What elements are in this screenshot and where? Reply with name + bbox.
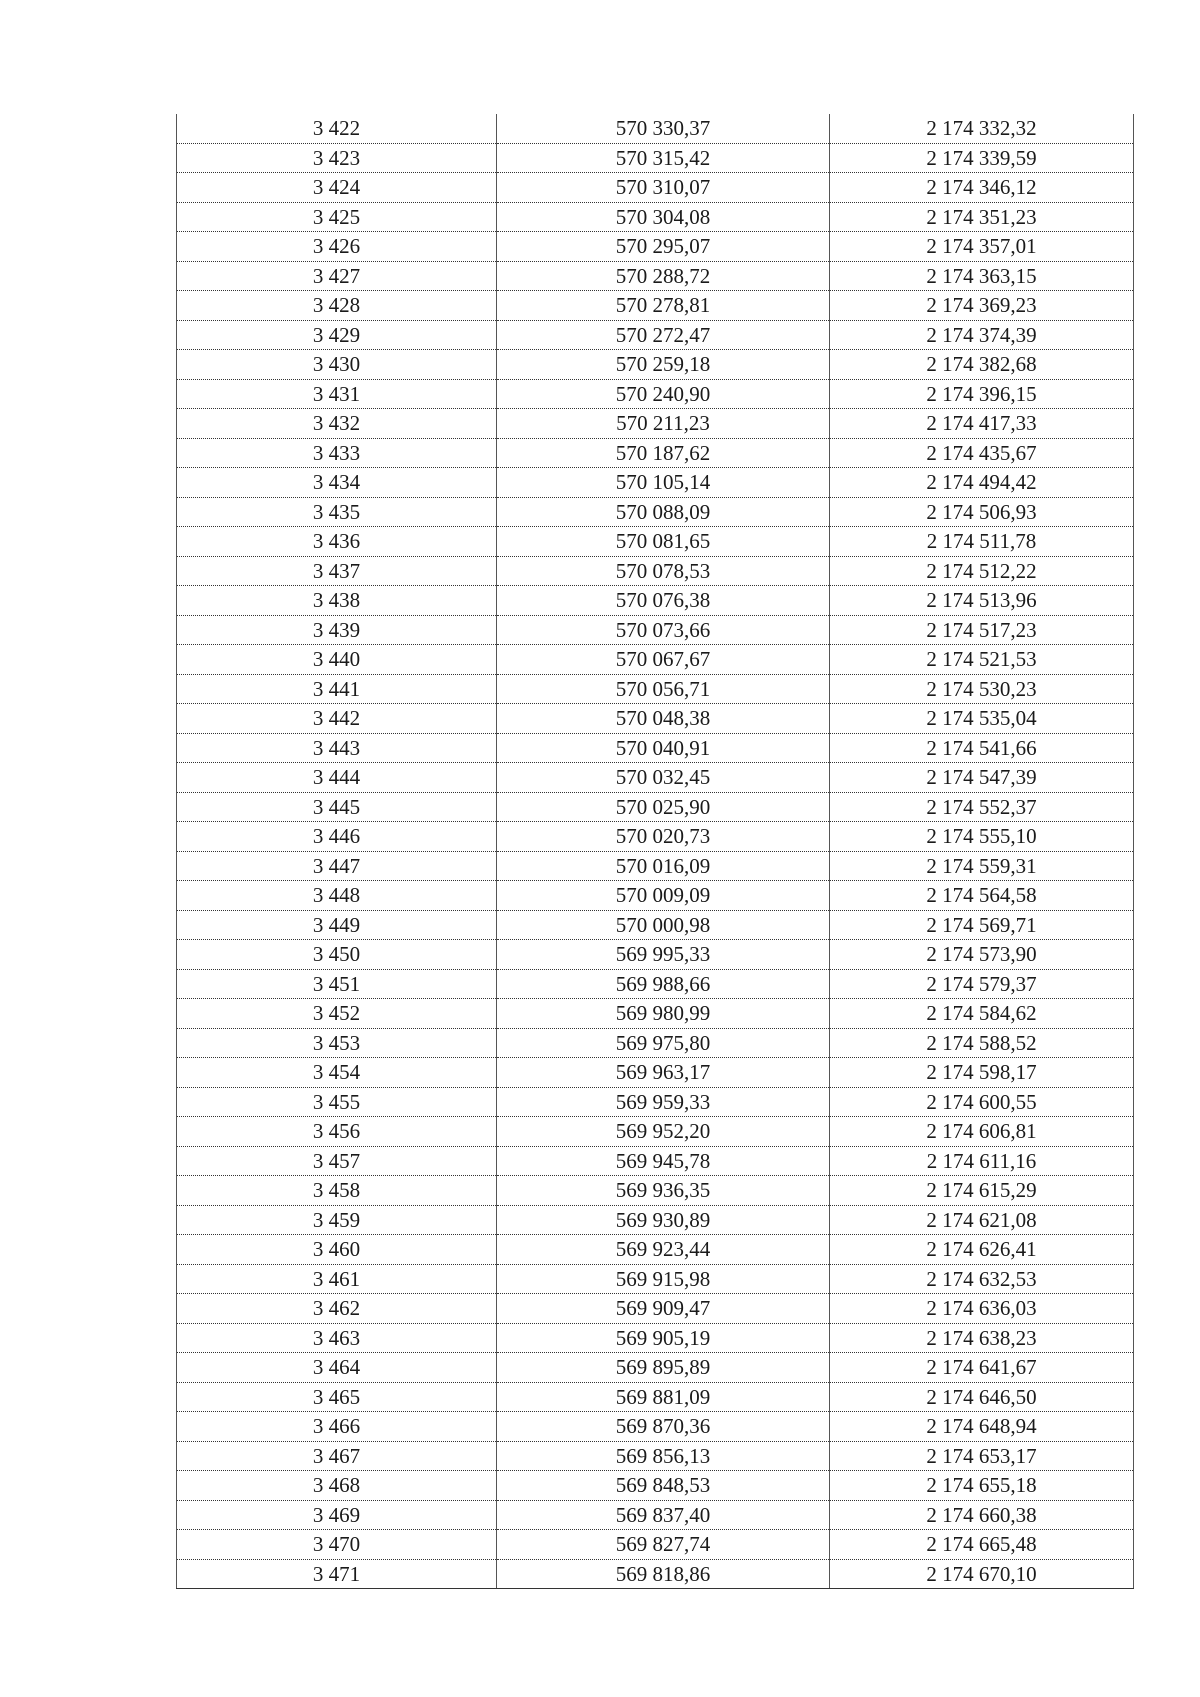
y-coordinate-cell: 2 174 615,29: [830, 1176, 1134, 1206]
point-number-cell: 3 455: [177, 1087, 497, 1117]
point-number-cell: 3 438: [177, 586, 497, 616]
table-row: [177, 1235, 1134, 1265]
table-row: [177, 1087, 1134, 1117]
x-coordinate-cell: 570 295,07: [497, 232, 830, 262]
table-row: [177, 1117, 1134, 1147]
point-number-cell: 3 433: [177, 438, 497, 468]
table-row: [177, 527, 1134, 557]
table-row: [177, 1176, 1134, 1206]
y-coordinate-cell: 2 174 435,67: [830, 438, 1134, 468]
table-row: [177, 792, 1134, 822]
y-coordinate-cell: 2 174 517,23: [830, 615, 1134, 645]
point-number-cell: 3 450: [177, 940, 497, 970]
x-coordinate-cell: 570 081,65: [497, 527, 830, 557]
table-row: [177, 556, 1134, 586]
table-row: [177, 1353, 1134, 1383]
y-coordinate-cell: 2 174 547,39: [830, 763, 1134, 793]
point-number-cell: 3 439: [177, 615, 497, 645]
x-coordinate-cell: 569 930,89: [497, 1205, 830, 1235]
table-row: [177, 438, 1134, 468]
y-coordinate-cell: 2 174 626,41: [830, 1235, 1134, 1265]
x-coordinate-cell: 570 040,91: [497, 733, 830, 763]
table-row: [177, 409, 1134, 439]
point-number-cell: 3 452: [177, 999, 497, 1029]
table-row: [177, 733, 1134, 763]
y-coordinate-cell: 2 174 564,58: [830, 881, 1134, 911]
table-row: [177, 468, 1134, 498]
point-number-cell: 3 431: [177, 379, 497, 409]
x-coordinate-cell: 570 310,07: [497, 173, 830, 203]
y-coordinate-cell: 2 174 588,52: [830, 1028, 1134, 1058]
y-coordinate-cell: 2 174 636,03: [830, 1294, 1134, 1324]
table-row: [177, 822, 1134, 852]
point-number-cell: 3 442: [177, 704, 497, 734]
point-number-cell: 3 445: [177, 792, 497, 822]
point-number-cell: 3 471: [177, 1559, 497, 1589]
x-coordinate-cell: 569 952,20: [497, 1117, 830, 1147]
y-coordinate-cell: 2 174 513,96: [830, 586, 1134, 616]
x-coordinate-cell: 569 848,53: [497, 1471, 830, 1501]
x-coordinate-cell: 570 016,09: [497, 851, 830, 881]
y-coordinate-cell: 2 174 541,66: [830, 733, 1134, 763]
y-coordinate-cell: 2 174 606,81: [830, 1117, 1134, 1147]
x-coordinate-cell: 570 048,38: [497, 704, 830, 734]
point-number-cell: 3 447: [177, 851, 497, 881]
table-row: [177, 1412, 1134, 1442]
point-number-cell: 3 427: [177, 261, 497, 291]
x-coordinate-cell: 569 975,80: [497, 1028, 830, 1058]
y-coordinate-cell: 2 174 660,38: [830, 1500, 1134, 1530]
y-coordinate-cell: 2 174 559,31: [830, 851, 1134, 881]
x-coordinate-cell: 569 827,74: [497, 1530, 830, 1560]
point-number-cell: 3 426: [177, 232, 497, 262]
y-coordinate-cell: 2 174 641,67: [830, 1353, 1134, 1383]
y-coordinate-cell: 2 174 670,10: [830, 1559, 1134, 1589]
table-row: [177, 851, 1134, 881]
table-row: [177, 291, 1134, 321]
point-number-cell: 3 434: [177, 468, 497, 498]
point-number-cell: 3 453: [177, 1028, 497, 1058]
y-coordinate-cell: 2 174 655,18: [830, 1471, 1134, 1501]
table-row: [177, 1382, 1134, 1412]
y-coordinate-cell: 2 174 646,50: [830, 1382, 1134, 1412]
x-coordinate-cell: 570 240,90: [497, 379, 830, 409]
y-coordinate-cell: 2 174 665,48: [830, 1530, 1134, 1560]
table-row: [177, 645, 1134, 675]
table-row: [177, 379, 1134, 409]
point-number-cell: 3 428: [177, 291, 497, 321]
x-coordinate-cell: 569 818,86: [497, 1559, 830, 1589]
table-row: [177, 674, 1134, 704]
point-number-cell: 3 440: [177, 645, 497, 675]
x-coordinate-cell: 569 881,09: [497, 1382, 830, 1412]
y-coordinate-cell: 2 174 621,08: [830, 1205, 1134, 1235]
table-row: [177, 1294, 1134, 1324]
y-coordinate-cell: 2 174 382,68: [830, 350, 1134, 380]
x-coordinate-cell: 570 278,81: [497, 291, 830, 321]
x-coordinate-cell: 570 288,72: [497, 261, 830, 291]
point-number-cell: 3 467: [177, 1441, 497, 1471]
table-row: [177, 586, 1134, 616]
y-coordinate-cell: 2 174 584,62: [830, 999, 1134, 1029]
x-coordinate-cell: 570 330,37: [497, 114, 830, 143]
x-coordinate-cell: 569 945,78: [497, 1146, 830, 1176]
x-coordinate-cell: 570 272,47: [497, 320, 830, 350]
point-number-cell: 3 464: [177, 1353, 497, 1383]
table-row: [177, 1323, 1134, 1353]
x-coordinate-cell: 570 088,09: [497, 497, 830, 527]
x-coordinate-cell: 570 025,90: [497, 792, 830, 822]
y-coordinate-cell: 2 174 494,42: [830, 468, 1134, 498]
table-row: [177, 1205, 1134, 1235]
y-coordinate-cell: 2 174 555,10: [830, 822, 1134, 852]
y-coordinate-cell: 2 174 552,37: [830, 792, 1134, 822]
table-row: [177, 143, 1134, 173]
y-coordinate-cell: 2 174 332,32: [830, 114, 1134, 143]
table-row: [177, 1028, 1134, 1058]
y-coordinate-cell: 2 174 648,94: [830, 1412, 1134, 1442]
point-number-cell: 3 437: [177, 556, 497, 586]
table-row: [177, 320, 1134, 350]
y-coordinate-cell: 2 174 396,15: [830, 379, 1134, 409]
x-coordinate-cell: 569 988,66: [497, 969, 830, 999]
x-coordinate-cell: 569 895,89: [497, 1353, 830, 1383]
point-number-cell: 3 457: [177, 1146, 497, 1176]
table-row: [177, 1530, 1134, 1560]
x-coordinate-cell: 570 000,98: [497, 910, 830, 940]
point-number-cell: 3 444: [177, 763, 497, 793]
y-coordinate-cell: 2 174 598,17: [830, 1058, 1134, 1088]
coordinates-table-body: [177, 114, 1134, 1589]
y-coordinate-cell: 2 174 638,23: [830, 1323, 1134, 1353]
point-number-cell: 3 430: [177, 350, 497, 380]
x-coordinate-cell: 569 923,44: [497, 1235, 830, 1265]
y-coordinate-cell: 2 174 346,12: [830, 173, 1134, 203]
x-coordinate-cell: 570 067,67: [497, 645, 830, 675]
x-coordinate-cell: 570 105,14: [497, 468, 830, 498]
table-row: [177, 114, 1134, 143]
x-coordinate-cell: 569 915,98: [497, 1264, 830, 1294]
point-number-cell: 3 436: [177, 527, 497, 557]
y-coordinate-cell: 2 174 569,71: [830, 910, 1134, 940]
point-number-cell: 3 466: [177, 1412, 497, 1442]
table-row: [177, 1058, 1134, 1088]
point-number-cell: 3 432: [177, 409, 497, 439]
table-row: [177, 1146, 1134, 1176]
table-row: [177, 1500, 1134, 1530]
x-coordinate-cell: 569 837,40: [497, 1500, 830, 1530]
x-coordinate-cell: 569 980,99: [497, 999, 830, 1029]
point-number-cell: 3 459: [177, 1205, 497, 1235]
x-coordinate-cell: 570 032,45: [497, 763, 830, 793]
point-number-cell: 3 448: [177, 881, 497, 911]
point-number-cell: 3 458: [177, 1176, 497, 1206]
y-coordinate-cell: 2 174 357,01: [830, 232, 1134, 262]
point-number-cell: 3 423: [177, 143, 497, 173]
point-number-cell: 3 468: [177, 1471, 497, 1501]
x-coordinate-cell: 570 315,42: [497, 143, 830, 173]
point-number-cell: 3 469: [177, 1500, 497, 1530]
x-coordinate-cell: 570 020,73: [497, 822, 830, 852]
table-row: [177, 173, 1134, 203]
point-number-cell: 3 435: [177, 497, 497, 527]
x-coordinate-cell: 570 076,38: [497, 586, 830, 616]
point-number-cell: 3 463: [177, 1323, 497, 1353]
y-coordinate-cell: 2 174 573,90: [830, 940, 1134, 970]
x-coordinate-cell: 570 304,08: [497, 202, 830, 232]
y-coordinate-cell: 2 174 339,59: [830, 143, 1134, 173]
x-coordinate-cell: 569 963,17: [497, 1058, 830, 1088]
table-row: [177, 202, 1134, 232]
point-number-cell: 3 441: [177, 674, 497, 704]
point-number-cell: 3 454: [177, 1058, 497, 1088]
point-number-cell: 3 461: [177, 1264, 497, 1294]
table-row: [177, 881, 1134, 911]
x-coordinate-cell: 569 995,33: [497, 940, 830, 970]
x-coordinate-cell: 570 211,23: [497, 409, 830, 439]
x-coordinate-cell: 569 905,19: [497, 1323, 830, 1353]
y-coordinate-cell: 2 174 374,39: [830, 320, 1134, 350]
point-number-cell: 3 424: [177, 173, 497, 203]
point-number-cell: 3 462: [177, 1294, 497, 1324]
point-number-cell: 3 465: [177, 1382, 497, 1412]
table-row: [177, 969, 1134, 999]
y-coordinate-cell: 2 174 417,33: [830, 409, 1134, 439]
x-coordinate-cell: 569 856,13: [497, 1441, 830, 1471]
point-number-cell: 3 456: [177, 1117, 497, 1147]
y-coordinate-cell: 2 174 600,55: [830, 1087, 1134, 1117]
table-row: [177, 999, 1134, 1029]
table-row: [177, 1559, 1134, 1589]
table-row: [177, 497, 1134, 527]
x-coordinate-cell: 569 959,33: [497, 1087, 830, 1117]
y-coordinate-cell: 2 174 611,16: [830, 1146, 1134, 1176]
table-row: [177, 940, 1134, 970]
table-row: [177, 350, 1134, 380]
table-row: [177, 1264, 1134, 1294]
point-number-cell: 3 446: [177, 822, 497, 852]
point-number-cell: 3 470: [177, 1530, 497, 1560]
table-row: [177, 704, 1134, 734]
x-coordinate-cell: 570 187,62: [497, 438, 830, 468]
x-coordinate-cell: 570 073,66: [497, 615, 830, 645]
y-coordinate-cell: 2 174 535,04: [830, 704, 1134, 734]
point-number-cell: 3 429: [177, 320, 497, 350]
point-number-cell: 3 425: [177, 202, 497, 232]
x-coordinate-cell: 570 009,09: [497, 881, 830, 911]
point-number-cell: 3 449: [177, 910, 497, 940]
point-number-cell: 3 460: [177, 1235, 497, 1265]
y-coordinate-cell: 2 174 579,37: [830, 969, 1134, 999]
y-coordinate-cell: 2 174 363,15: [830, 261, 1134, 291]
y-coordinate-cell: 2 174 653,17: [830, 1441, 1134, 1471]
y-coordinate-cell: 2 174 511,78: [830, 527, 1134, 557]
coordinates-table: [176, 114, 1134, 1589]
x-coordinate-cell: 570 078,53: [497, 556, 830, 586]
table-row: [177, 615, 1134, 645]
point-number-cell: 3 422: [177, 114, 497, 143]
table-row: [177, 1441, 1134, 1471]
table-row: [177, 910, 1134, 940]
y-coordinate-cell: 2 174 512,22: [830, 556, 1134, 586]
x-coordinate-cell: 570 056,71: [497, 674, 830, 704]
table-row: [177, 232, 1134, 262]
y-coordinate-cell: 2 174 351,23: [830, 202, 1134, 232]
x-coordinate-cell: 570 259,18: [497, 350, 830, 380]
x-coordinate-cell: 569 909,47: [497, 1294, 830, 1324]
x-coordinate-cell: 569 870,36: [497, 1412, 830, 1442]
y-coordinate-cell: 2 174 506,93: [830, 497, 1134, 527]
y-coordinate-cell: 2 174 369,23: [830, 291, 1134, 321]
y-coordinate-cell: 2 174 530,23: [830, 674, 1134, 704]
y-coordinate-cell: 2 174 632,53: [830, 1264, 1134, 1294]
table-row: [177, 261, 1134, 291]
y-coordinate-cell: 2 174 521,53: [830, 645, 1134, 675]
table-row: [177, 1471, 1134, 1501]
point-number-cell: 3 443: [177, 733, 497, 763]
table-row: [177, 763, 1134, 793]
point-number-cell: 3 451: [177, 969, 497, 999]
x-coordinate-cell: 569 936,35: [497, 1176, 830, 1206]
